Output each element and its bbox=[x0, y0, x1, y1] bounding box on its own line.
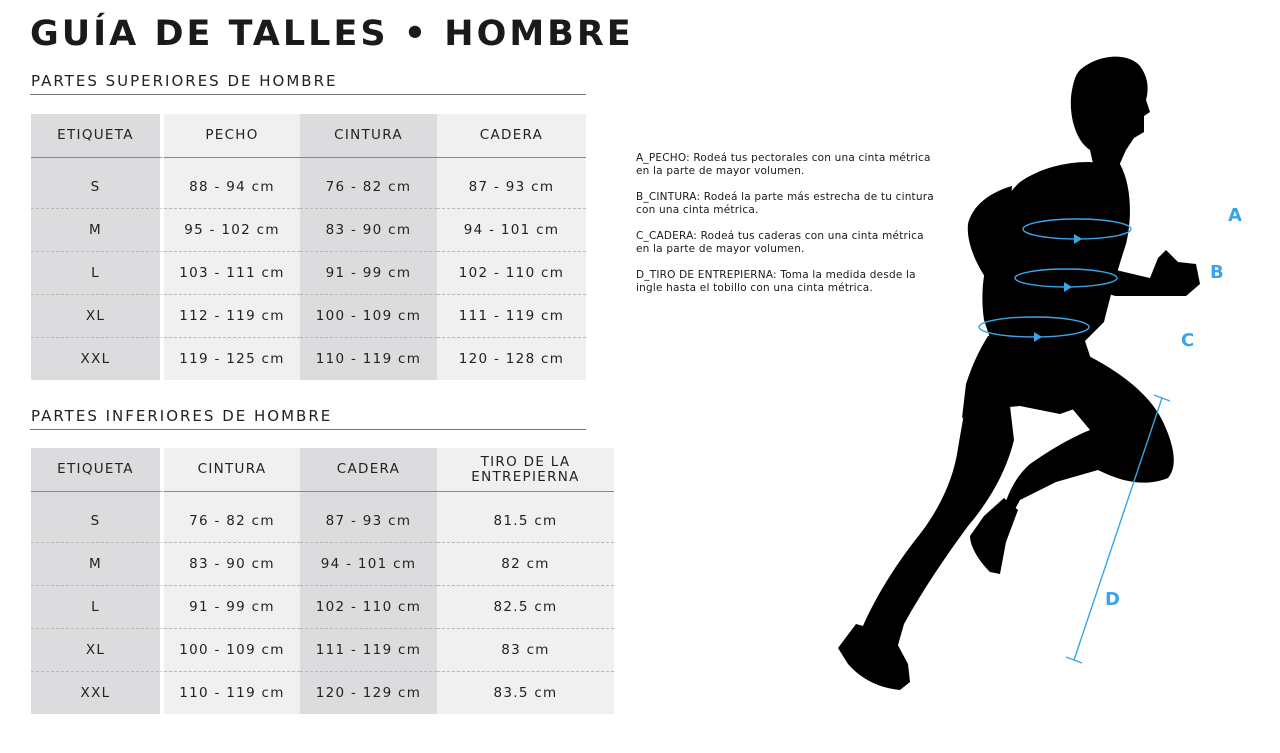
header-cadera: CADERA bbox=[300, 448, 437, 492]
waist-cell: 76 - 82 cm bbox=[164, 492, 300, 543]
hip-cell: 102 - 110 cm bbox=[300, 586, 437, 629]
waist-cell: 76 - 82 cm bbox=[300, 158, 437, 209]
header-tiro-entrepierna: TIRO DE LA ENTREPIERNA bbox=[437, 448, 614, 492]
hip-cell: 87 - 93 cm bbox=[300, 492, 437, 543]
waist-cell: 83 - 90 cm bbox=[300, 209, 437, 252]
instruction-label: A_PECHO: bbox=[636, 152, 690, 164]
waist-cell: 110 - 119 cm bbox=[300, 338, 437, 380]
size-label: XL bbox=[31, 295, 164, 338]
header-cadera: CADERA bbox=[437, 114, 586, 158]
size-label: XXL bbox=[31, 338, 164, 380]
size-label: XL bbox=[31, 629, 164, 672]
inseam-cell: 81.5 cm bbox=[437, 492, 614, 543]
size-label: M bbox=[31, 543, 164, 586]
header-etiqueta: ETIQUETA bbox=[31, 114, 164, 158]
header-pecho: PECHO bbox=[164, 114, 300, 158]
size-label: S bbox=[31, 158, 164, 209]
size-label: XXL bbox=[31, 672, 164, 714]
hip-cell: 120 - 128 cm bbox=[437, 338, 586, 380]
size-label: M bbox=[31, 209, 164, 252]
hip-cell: 120 - 129 cm bbox=[300, 672, 437, 714]
instruction-text: Toma la medida desde la ingle hasta el tobillo con una cinta métrica. bbox=[636, 269, 916, 294]
marker-a: A bbox=[1228, 205, 1242, 226]
header-cintura: CINTURA bbox=[164, 448, 300, 492]
marker-d: D bbox=[1105, 589, 1120, 610]
waist-cell: 110 - 119 cm bbox=[164, 672, 300, 714]
hip-cell: 102 - 110 cm bbox=[437, 252, 586, 295]
instruction-label: B_CINTURA: bbox=[636, 191, 701, 203]
runner-silhouette bbox=[838, 57, 1200, 690]
waist-cell: 83 - 90 cm bbox=[164, 543, 300, 586]
hip-cell: 94 - 101 cm bbox=[437, 209, 586, 252]
inseam-cell: 82 cm bbox=[437, 543, 614, 586]
marker-b: B bbox=[1210, 262, 1224, 283]
instruction-label: D_TIRO DE ENTREPIERNA: bbox=[636, 269, 777, 281]
lower-section-title: PARTES INFERIORES DE HOMBRE bbox=[31, 407, 333, 425]
waist-cell: 91 - 99 cm bbox=[300, 252, 437, 295]
instruction-text: Rodeá tus pectorales con una cinta métrica en la parte de mayor volumen. bbox=[636, 152, 931, 177]
chest-cell: 103 - 111 cm bbox=[164, 252, 300, 295]
waist-cell: 91 - 99 cm bbox=[164, 586, 300, 629]
chest-cell: 88 - 94 cm bbox=[164, 158, 300, 209]
hip-cell: 111 - 119 cm bbox=[300, 629, 437, 672]
instruction-label: C_CADERA: bbox=[636, 230, 698, 242]
marker-c: C bbox=[1181, 330, 1195, 351]
header-cintura: CINTURA bbox=[300, 114, 437, 158]
chest-cell: 95 - 102 cm bbox=[164, 209, 300, 252]
waist-cell: 100 - 109 cm bbox=[300, 295, 437, 338]
page-title: GUÍA DE TALLES • HOMBRE bbox=[30, 14, 634, 54]
hip-cell: 94 - 101 cm bbox=[300, 543, 437, 586]
header-etiqueta: ETIQUETA bbox=[31, 448, 164, 492]
waist-cell: 100 - 109 cm bbox=[164, 629, 300, 672]
instruction-text: Rodeá la parte más estrecha de tu cintura con una cinta métrica. bbox=[636, 191, 934, 216]
chest-cell: 119 - 125 cm bbox=[164, 338, 300, 380]
size-label: S bbox=[31, 492, 164, 543]
inseam-cell: 83.5 cm bbox=[437, 672, 614, 714]
inseam-cell: 83 cm bbox=[437, 629, 614, 672]
instruction-text: Rodeá tus caderas con una cinta métrica en la parte de mayor volumen. bbox=[636, 230, 924, 255]
size-label: L bbox=[31, 252, 164, 295]
hip-cell: 111 - 119 cm bbox=[437, 295, 586, 338]
size-label: L bbox=[31, 586, 164, 629]
hip-cell: 87 - 93 cm bbox=[437, 158, 586, 209]
inseam-cell: 82.5 cm bbox=[437, 586, 614, 629]
upper-section-title: PARTES SUPERIORES DE HOMBRE bbox=[31, 72, 338, 90]
chest-cell: 112 - 119 cm bbox=[164, 295, 300, 338]
